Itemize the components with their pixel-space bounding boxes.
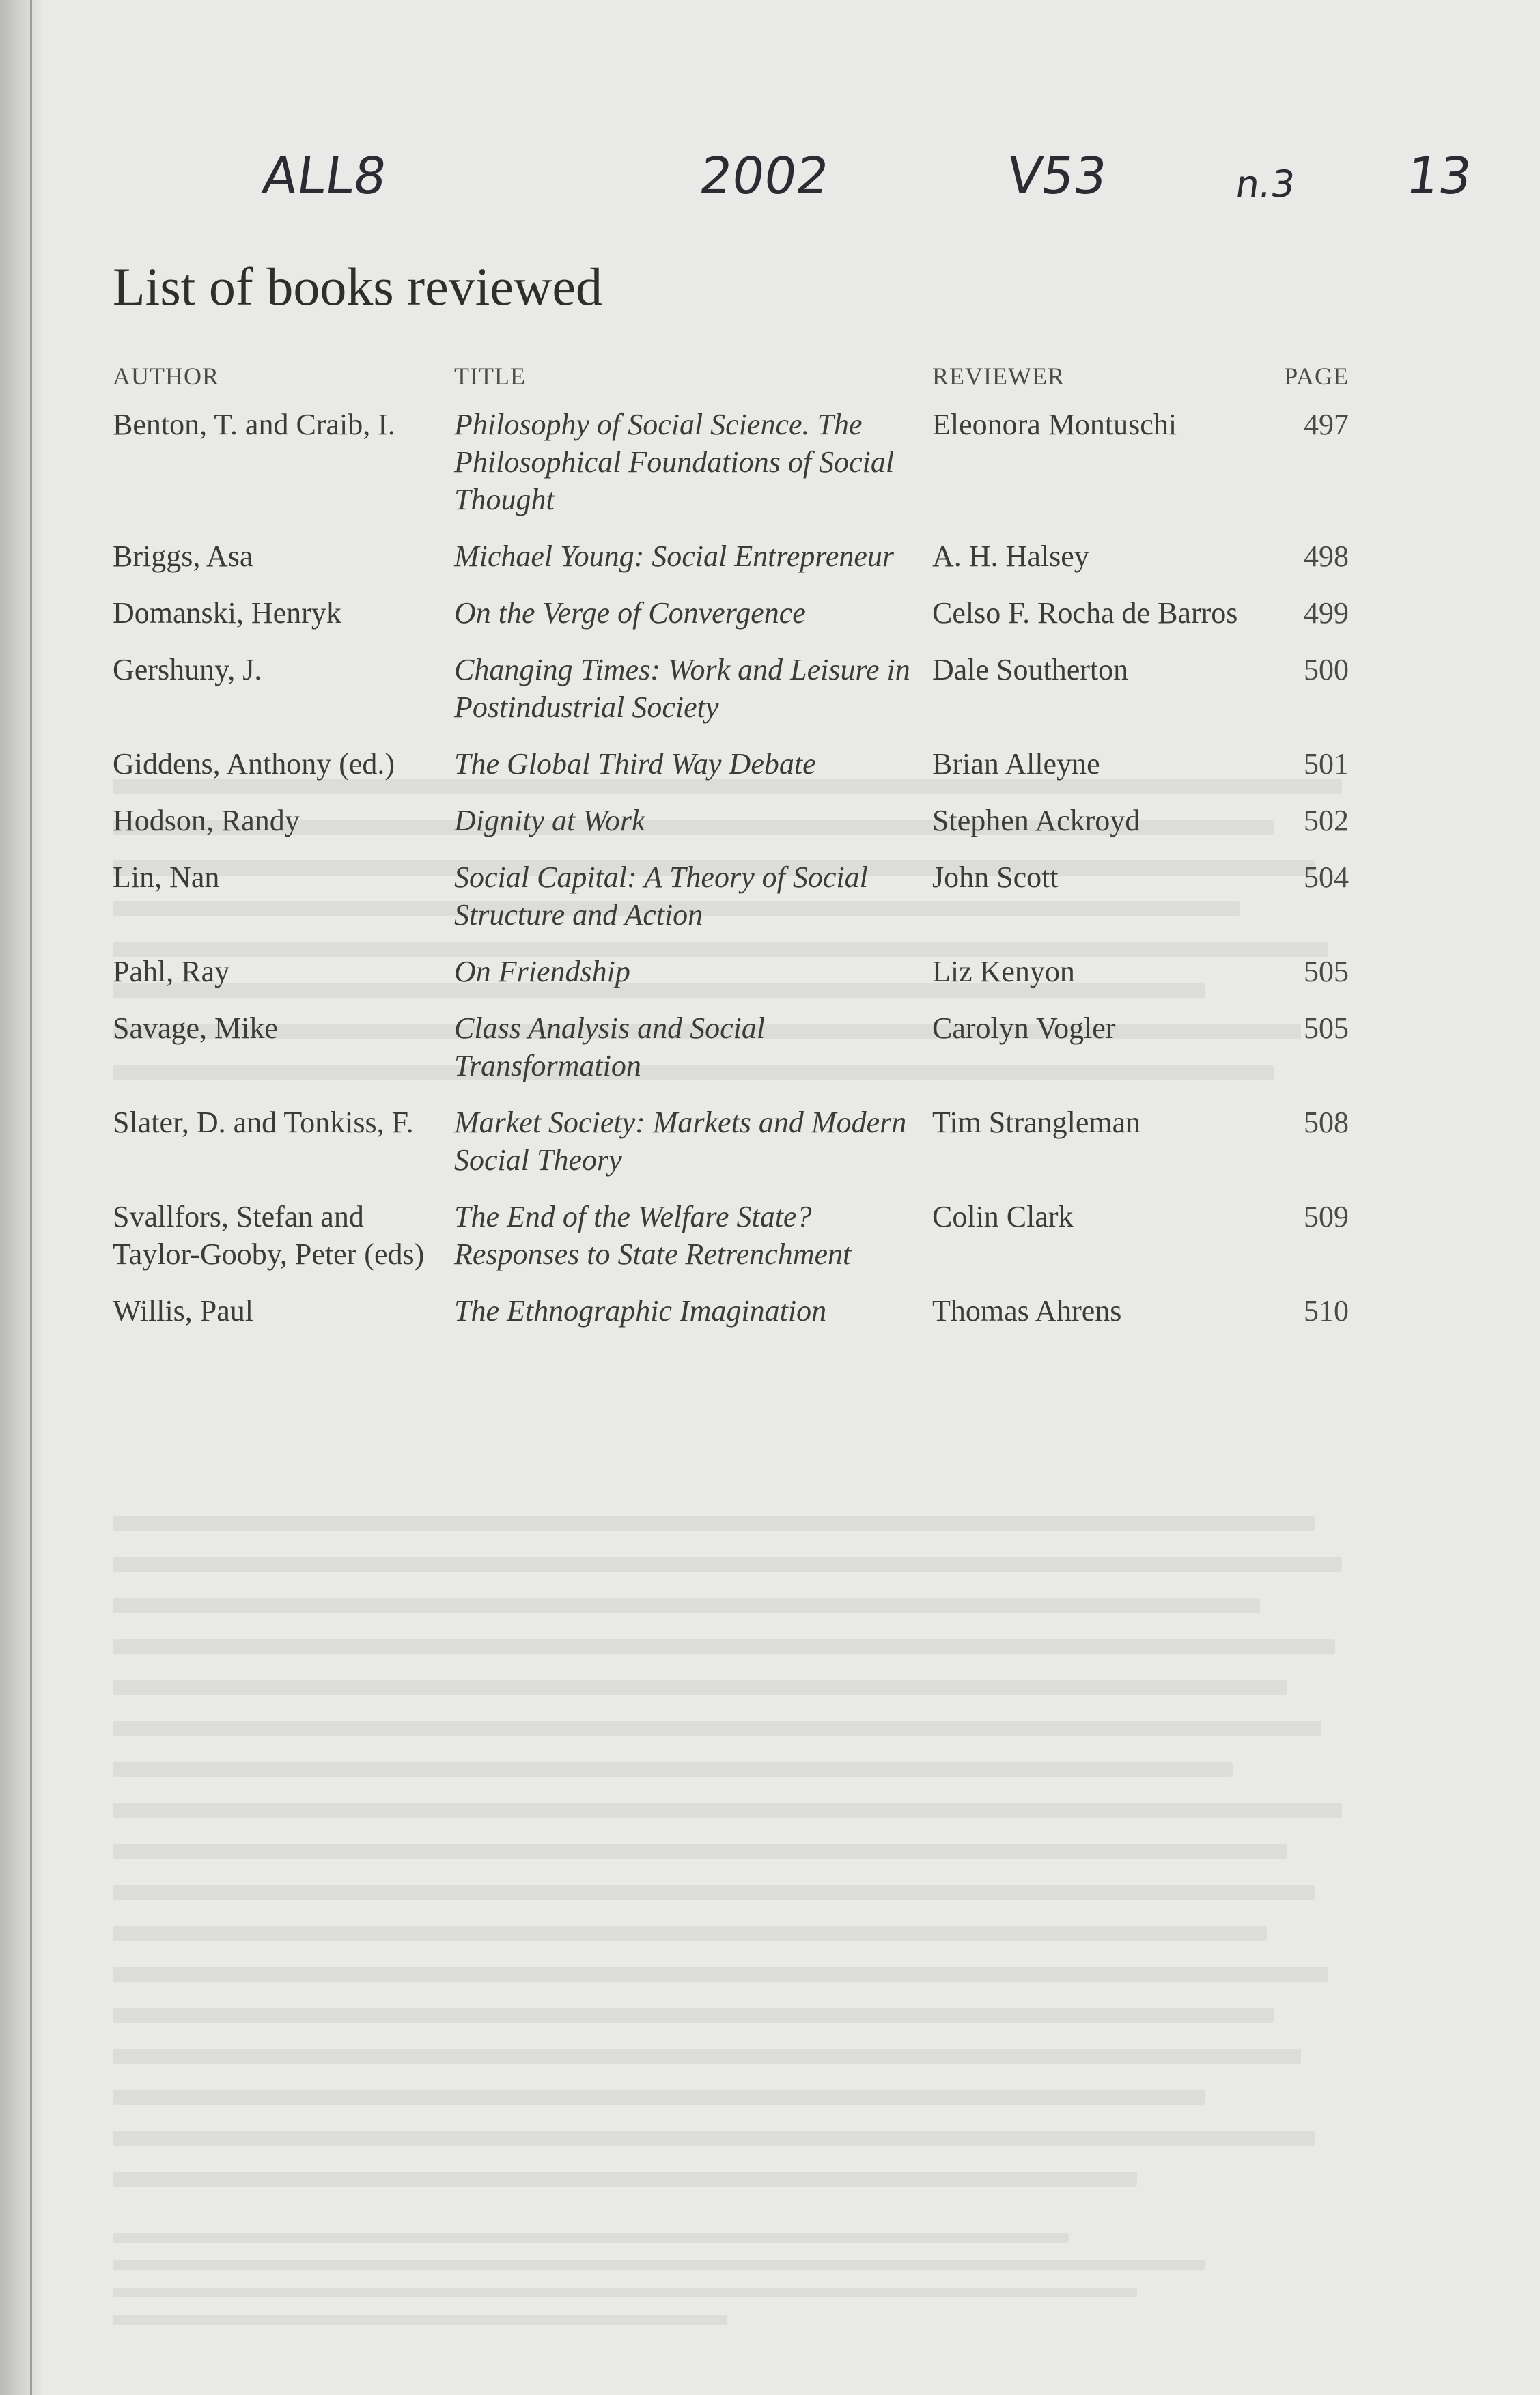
author-name: Hodson, Randy: [113, 804, 300, 837]
page-number: 510: [1304, 1294, 1349, 1328]
book-title: Changing Times: Work and Leisure in Postindustrial Society: [454, 653, 910, 724]
handwritten-mark: ALL8: [258, 147, 391, 206]
page-number: 500: [1304, 653, 1349, 686]
book-title: Class Analysis and Social Transformation: [454, 1011, 766, 1082]
author-name: Willis, Paul: [113, 1294, 254, 1328]
table-row: [113, 745, 1349, 802]
binding-edge-line: [30, 0, 32, 2395]
book-title: Social Capital: A Theory of Social Structure and Action: [454, 860, 868, 932]
header-title: TITLE: [454, 363, 526, 390]
books-reviewed-table: [113, 362, 1349, 1349]
table-row: [113, 858, 1349, 953]
reviewer-name: Thomas Ahrens: [932, 1294, 1122, 1328]
author-name: Benton, T. and Craib, I.: [113, 408, 395, 441]
book-title: Dignity at Work: [454, 804, 645, 837]
page-number: 501: [1304, 747, 1349, 781]
table-row: [113, 1198, 1349, 1292]
header-page: PAGE: [1284, 363, 1349, 390]
table-body: [113, 406, 1349, 1349]
page-gutter-shadow: [0, 0, 41, 2395]
handwritten-volume: V53: [1003, 147, 1110, 206]
author-name: Svallfors, Stefan and Taylor-Gooby, Peter (eds): [113, 1200, 425, 1271]
table-row: [113, 1104, 1349, 1198]
book-title: On Friendship: [454, 955, 630, 988]
page-number: 498: [1304, 540, 1349, 573]
reviewer-name: Colin Clark: [932, 1200, 1074, 1233]
book-title: Market Society: Markets and Modern Social Theory: [454, 1106, 907, 1177]
reviewer-name: John Scott: [932, 860, 1059, 894]
page-number: 497: [1304, 408, 1349, 441]
table-row: [113, 1009, 1349, 1104]
reviewer-name: A. H. Halsey: [932, 540, 1089, 573]
reviewer-name: Brian Alleyne: [932, 747, 1100, 781]
header-reviewer: REVIEWER: [932, 363, 1065, 390]
author-name: Slater, D. and Tonkiss, F.: [113, 1106, 414, 1139]
reviewer-name: Tim Strangleman: [932, 1106, 1141, 1139]
table-row: [113, 802, 1349, 858]
author-name: Domanski, Henryk: [113, 596, 341, 630]
author-name: Briggs, Asa: [113, 540, 253, 573]
book-title: Philosophy of Social Science. The Philosophical Foundations of Social Thought: [454, 408, 895, 516]
table-row: [113, 406, 1349, 537]
header-author: AUTHOR: [113, 363, 219, 390]
page-number: 505: [1304, 1011, 1349, 1045]
book-title: On the Verge of Convergence: [454, 596, 806, 630]
author-name: Pahl, Ray: [113, 955, 230, 988]
reviewer-name: Eleonora Montuschi: [932, 408, 1177, 441]
page-number: 508: [1304, 1106, 1349, 1139]
handwritten-year: 2002: [695, 147, 833, 206]
author-name: Giddens, Anthony (ed.): [113, 747, 395, 781]
table-row: [113, 651, 1349, 745]
author-name: Lin, Nan: [113, 860, 220, 894]
reviewer-name: Celso F. Rocha de Barros: [932, 596, 1238, 630]
book-title: The Ethnographic Imagination: [454, 1294, 827, 1328]
table-header-row: [113, 362, 1349, 406]
handwritten-count: 13: [1402, 147, 1476, 206]
page-number: 502: [1304, 804, 1349, 837]
table-row: [113, 953, 1349, 1009]
handwritten-number: n.3: [1233, 163, 1298, 206]
author-name: Savage, Mike: [113, 1011, 278, 1045]
author-name: Gershuny, J.: [113, 653, 262, 686]
table-row: [113, 537, 1349, 594]
reviewer-name: Carolyn Vogler: [932, 1011, 1116, 1045]
reviewer-name: Stephen Ackroyd: [932, 804, 1140, 837]
page-number: 505: [1304, 955, 1349, 988]
book-title: The Global Third Way Debate: [454, 747, 816, 781]
page-number: 499: [1304, 596, 1349, 630]
reviewer-name: Dale Southerton: [932, 653, 1129, 686]
book-title: Michael Young: Social Entrepreneur: [454, 540, 895, 573]
page-number: 504: [1304, 860, 1349, 894]
page-title: List of books reviewed: [113, 257, 603, 316]
table-row: [113, 1292, 1349, 1349]
reviewer-name: Liz Kenyon: [932, 955, 1075, 988]
table-row: [113, 594, 1349, 651]
book-title: The End of the Welfare State? Responses to State Retrenchment: [454, 1200, 852, 1271]
page-number: 509: [1304, 1200, 1349, 1233]
